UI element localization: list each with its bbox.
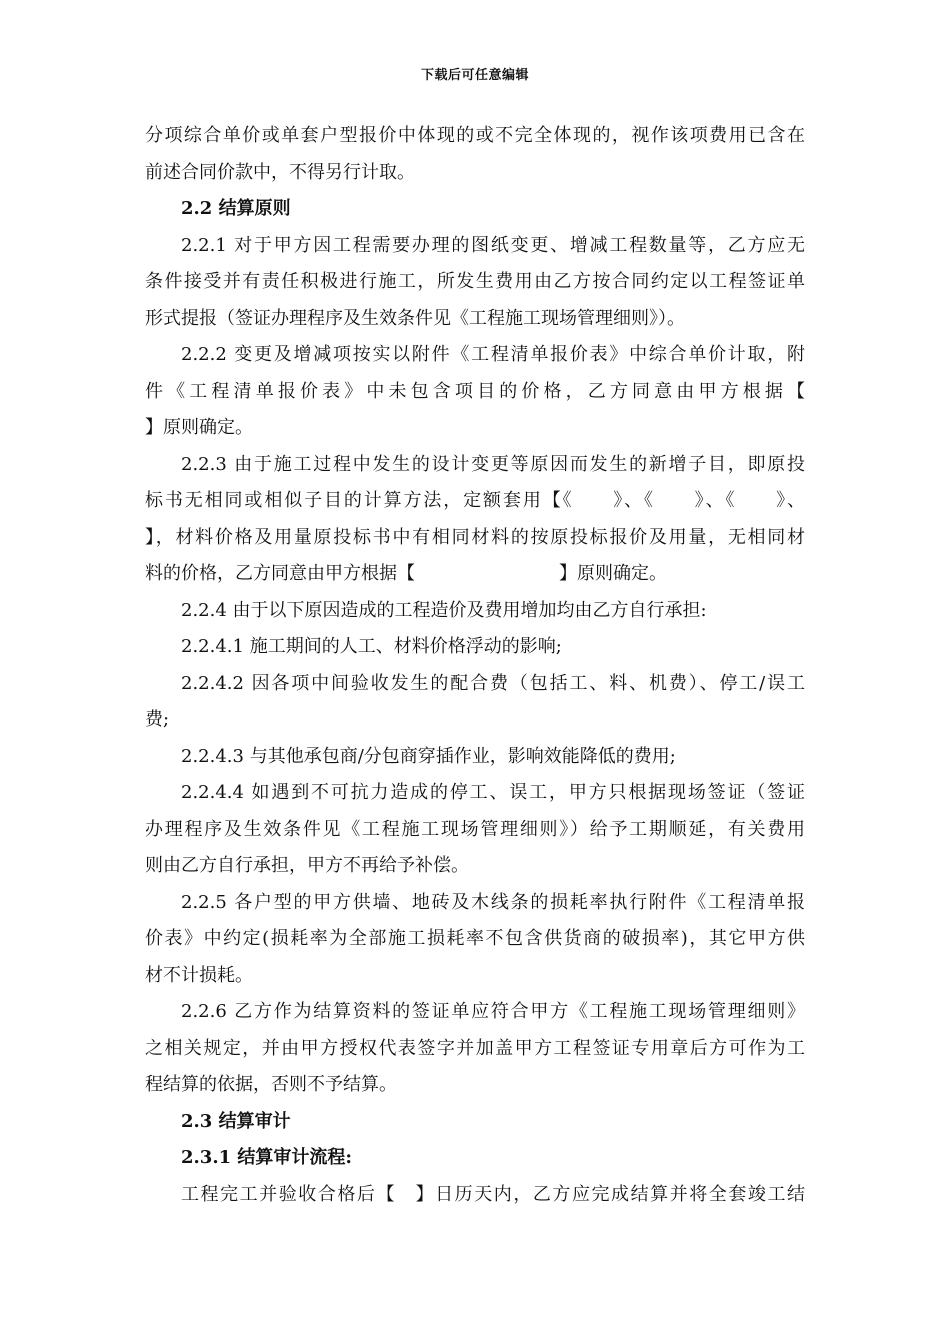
paragraph-line: 2.2.4.2 因各项中间验收发生的配合费（包括工、料、机费）、停工/误工 xyxy=(181,672,805,694)
section-heading: 2.2 结算原则 xyxy=(181,198,291,219)
paragraph-line: 2.2.2 变更及增减项按实以附件《工程清单报价表》中综合单价计取，附 xyxy=(181,344,805,365)
paragraph-line: 料的价格，乙方同意由甲方根据【 】原则确定。 xyxy=(145,563,667,584)
paragraph-line: 前述合同价款中，不得另行计取。 xyxy=(145,161,415,183)
paragraph-line: 2.2.6 乙方作为结算资料的签证单应符合甲方《工程施工现场管理细则》 xyxy=(181,1001,805,1022)
paragraph-line: 2.2.4 由于以下原因造成的工程造价及费用增加均由乙方自行承担: xyxy=(181,599,707,621)
paragraph-line: 则由乙方自行承担，甲方不再给予补偿。 xyxy=(145,855,469,876)
paragraph-line: 件《工程清单报价表》中未包含项目的价格，乙方同意由甲方根据【 xyxy=(145,380,805,402)
paragraph-line: 2.2.3 由于施工过程中发生的设计变更等原因而发生的新增子目，即原投 xyxy=(181,453,805,475)
paragraph-line: 程结算的依据，否则不予结算。 xyxy=(145,1074,397,1095)
paragraph-line: 】原则确定。 xyxy=(145,417,253,438)
paragraph-line: 工程完工并验收合格后【 】日历天内，乙方应完成结算并将全套竣工结 xyxy=(181,1183,805,1205)
paragraph-line: 材不计损耗。 xyxy=(145,964,253,986)
subsection-heading: 2.3.1 结算审计流程: xyxy=(181,1147,353,1168)
page-header: 下载后可任意编辑 xyxy=(420,68,529,83)
paragraph-line: 价表》中约定(损耗率为全部施工损耗率不包含供货商的破损率)，其它甲方供 xyxy=(145,928,805,949)
section-heading: 2.3 结算审计 xyxy=(181,1110,291,1132)
paragraph-line: 2.2.1 对于甲方因工程需要办理的图纸变更、增减工程数量等，乙方应无 xyxy=(181,234,805,256)
paragraph-line: 形式提报（签证办理程序及生效条件见《工程施工现场管理细则》）。 xyxy=(145,307,685,329)
paragraph-line: 】，材料价格及用量原投标书中有相同材料的按原投标报价及用量，无相同材 xyxy=(145,526,805,548)
paragraph-line: 分项综合单价或单套户型报价中体现的或不完全体现的，视作该项费用已含在 xyxy=(145,125,805,146)
document-body xyxy=(145,118,805,1213)
paragraph-line: 办理程序及生效条件见《工程施工现场管理细则》）给予工期顺延，有关费用 xyxy=(145,818,805,840)
paragraph-line: 2.2.4.3 与其他承包商/分包商穿插作业，影响效能降低的费用; xyxy=(181,745,676,767)
paragraph-line: 费; xyxy=(145,709,170,730)
paragraph-line: 条件接受并有责任积极进行施工，所发生费用由乙方按合同约定以工程签证单 xyxy=(145,271,805,292)
paragraph-line: 2.2.5 各户型的甲方供墙、地砖及木线条的损耗率执行附件《工程清单报 xyxy=(181,891,805,913)
paragraph-line: 之相关规定，并由甲方授权代表签字并加盖甲方工程签证专用章后方可作为工 xyxy=(145,1037,805,1059)
paragraph-line: 2.2.4.1 施工期间的人工、材料价格浮动的影响; xyxy=(181,636,562,657)
paragraph-line: 2.2.4.4 如遇到不可抗力造成的停工、误工，甲方只根据现场签证（签证 xyxy=(181,782,805,803)
paragraph-line: 标书无相同或相似子目的计算方法，定额套用【《 》、《 》、《 》、 xyxy=(145,490,805,511)
